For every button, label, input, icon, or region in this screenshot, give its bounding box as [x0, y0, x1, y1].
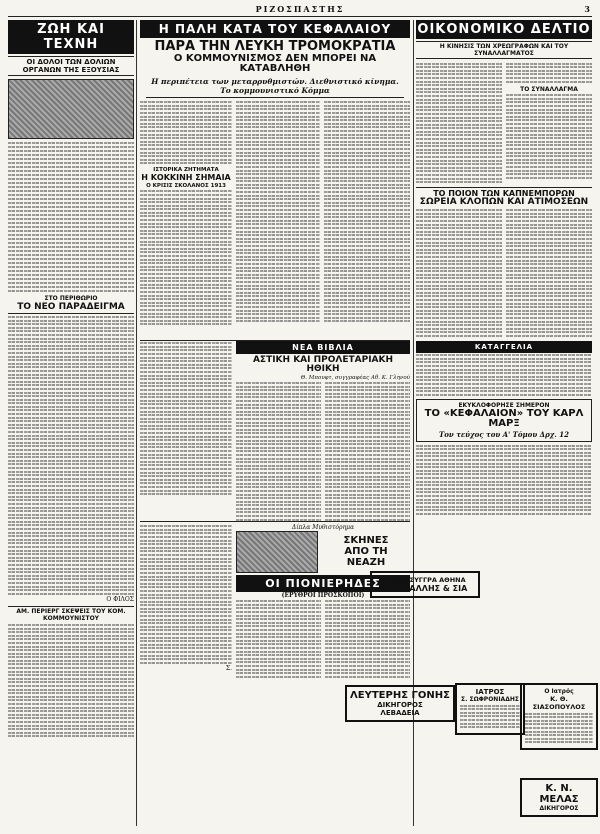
article-signature: Σ. [225, 665, 232, 673]
book-subtitle: Τον τεύχος του Α' Τόμου Δρχ. 12 [439, 429, 569, 439]
article-body [416, 354, 592, 396]
advert-name: ΛΕΥΤΕΡΗΣ ΓΟΝΗΣ [350, 690, 450, 701]
advert-doctor-1 [455, 683, 525, 735]
advert-lawyer-2 [520, 778, 598, 817]
main-headline: ΠΑΡΑ ΤΗΝ ΛΕΥΚΗ ΤΡΟΜΟΚΡΑΤΙΑ [154, 39, 396, 54]
main-headline-2: Ο ΚΟΜΜΟΥΝΙΣΜΟΣ ΔΕΝ ΜΠΟΡΕΙ ΝΑ ΚΑΤΑΒΛΗΘΗ [173, 52, 377, 75]
theatre-section [140, 521, 410, 682]
article-column [140, 341, 232, 497]
books-headline: ΑΣΤΙΚΗ ΚΑΙ ΠΡΟΛΕΤΑΡΙΑΚΗ ΗΘΙΚΗ [252, 354, 394, 375]
advert-body [460, 705, 520, 729]
advert-doctor-2 [520, 683, 598, 750]
article-body [8, 624, 134, 737]
article-body [416, 208, 502, 339]
article-body [140, 342, 232, 495]
advert-subtitle: Α. Ι. ΡΑΛΛΗΣ & ΣΙΑ [382, 584, 468, 593]
article-body [416, 61, 502, 185]
page-number: 3 [584, 4, 592, 14]
sub-headline: ΤΟ ΣΥΝΑΛΛΑΓΜΑ [520, 85, 578, 93]
advert-title: ΙΑΤΡΟΣ [475, 688, 505, 696]
masthead-title: ΡΙΖΟΣΠΑΣΤΗΣ [255, 4, 345, 14]
main-article [140, 100, 410, 340]
theatre-article [236, 524, 410, 680]
article-column [324, 100, 410, 324]
column-left [8, 20, 134, 826]
article-column [236, 100, 320, 324]
advert-role: ΔΙΚΗΓΟΡΟΣ [377, 701, 423, 709]
finance-side [506, 61, 592, 185]
finance-body [416, 61, 592, 185]
theatre-label: Δίπλα Μυθιστόρημα [291, 523, 355, 531]
article-body [325, 381, 410, 523]
masthead [8, 4, 592, 17]
theatre-title: ΟΙ ΠΙΟΝΙΕΡΗΔΕΣ [236, 575, 410, 592]
article-headline: ΤΟ ΝΕΟ ΠΑΡΑΔΕΙΓΜΑ [8, 303, 134, 314]
advert-name: Σ. ΣΩΦΡΟΝΙΑΔΗΣ [461, 696, 519, 703]
top-banner: Η ΠΑΛΗ ΚΑΤΑ ΤΟΥ ΚΕΦΑΛΑΙΟΥ [140, 20, 410, 38]
theatre-body [236, 599, 410, 680]
book-announcement [416, 399, 592, 442]
article-body [506, 63, 592, 83]
article-headline: ΟΙ ΔΟΛΟΙ ΤΩΝ ΔΟΛΙΩΝ ΟΡΓΑΝΩΝ ΤΗΣ ΕΞΟΥΣΙΑΣ [8, 56, 134, 76]
theatre-banner [236, 531, 410, 573]
denunciation-title: ΚΑΤΑΓΓΕΛΙΑ [416, 341, 592, 353]
article-headline-2: ΣΩΡΕΙΑ ΚΛΟΠΩΝ ΚΑΙ ΑΤΙΜΟΣΕΩΝ [419, 197, 589, 208]
theatre-head-line: ΑΠΟ ΤΗ [344, 546, 388, 558]
book-title: ΤΟ «ΚΕΦΑΛΑΙΟΝ» ΤΟΥ ΚΑΡΛ ΜΑΡΞ [424, 407, 584, 430]
article-headline: ΑΜ. ΠΕΡΙΕΡΓ ΣΚΕΨΕΙΣ ΤΟΥ ΚΟΜ. ΚΟΜΜΟΥΝΙΣΤΟΥ [8, 606, 134, 622]
advert-body [525, 713, 593, 744]
advert-title: ΛΑΪΚΟ ΣΥΓΓΡΑ ΑΘΗΝΑ [384, 576, 466, 584]
article-body [8, 142, 134, 292]
article-body [506, 94, 592, 179]
article-body [236, 599, 321, 680]
article-body [236, 381, 321, 523]
article-body [140, 190, 232, 325]
article-body [140, 101, 232, 164]
advert-role: ΔΙΚΗΓΟΡΟΣ [539, 805, 579, 812]
article-headline: ΤΟ ΠΟΙΟΝ ΤΩΝ ΚΑΠΝΕΜΠΟΡΩΝ [416, 187, 592, 198]
books-section [140, 340, 410, 521]
article-body [236, 101, 320, 322]
tobacco-body [416, 208, 592, 339]
article-body [325, 599, 410, 680]
sidebar-column [140, 100, 232, 327]
book-box-kicker: ΕΚΥΚΛΟΦΟΡΗΣΕ ΣΗΜΕΡΟΝ [458, 401, 550, 409]
section-title: ΟΙΚΟΝΟΜΙΚΟ ΔΕΛΤΙΟ [417, 22, 591, 37]
theatre-head-line: ΣΚΗΝΕΣ [343, 535, 389, 547]
article-body [140, 525, 232, 664]
article-body [324, 101, 410, 322]
books-kicker: ΝΕΑ ΒΙΒΛΙΑ [236, 341, 410, 354]
advert-press [370, 571, 480, 598]
sidebar-subhead: Ο ΚΡΙΣΙΣ ΣΚΟΛΑΝΟΣ 1913 [146, 182, 226, 189]
column-rule [136, 20, 137, 826]
article-column [140, 524, 232, 674]
article-body [416, 445, 592, 515]
article-signature: Ο ΦΙΛΟΣ [106, 596, 134, 604]
main-subhead: Η περιπέτεια των μεταρρυθμιστών. Διεθνιστικό κίνημα. Το κομμουνιστικό Κόμμα [146, 77, 404, 98]
advert-lawyer [345, 685, 455, 722]
article-kicker: ΣΤΟ ΠΕΡΙΘΩΡΙΟ [44, 295, 98, 302]
section-title: ΖΩΗ ΚΑΙ ΤΕΧΝΗ [8, 20, 134, 54]
article-illustration [8, 79, 134, 139]
books-body [236, 381, 410, 523]
article-body [8, 316, 134, 595]
sidebar-headline: Η ΚΟΚΚΙΝΗ ΣΗΜΑΙΑ [141, 173, 231, 183]
theatre-heading [322, 535, 410, 568]
advert-name: Κ. Ν. ΜΕΛΑΣ [539, 783, 579, 805]
advert-name: Κ. Θ. ΣΙΑΣΟΠΟΥΛΟΣ [532, 695, 586, 711]
books-article [236, 341, 410, 523]
sidebar-kicker: ΙΣΤΟΡΙΚΑ ΖΗΤΗΜΑΤΑ [153, 167, 219, 174]
article-body [506, 208, 592, 339]
theatre-illustration [236, 531, 318, 573]
advert-title: Ο Ιατρός [544, 688, 574, 695]
advert-city: ΛΕΒΑΔΕΙΑ [380, 709, 420, 717]
article-headline: Η ΚΙΝΗΣΙΣ ΤΩΝ ΧΡΕΩΓΡΑΦΩΝ ΚΑΙ ΤΟΥ ΣΥΝΑΛΛΑΓΜΑΤΟΣ [416, 41, 592, 59]
theatre-subtitle: (ΕΡΥΘΡΟΙ ΠΡΟΣΚΟΠΟΙ) [281, 591, 365, 599]
books-author: Θ. Μπουφτ, συγγραφέας Αθ. Κ. Γληνού [300, 374, 410, 381]
theatre-head-line: ΝΕΑΖΗ [346, 557, 386, 569]
